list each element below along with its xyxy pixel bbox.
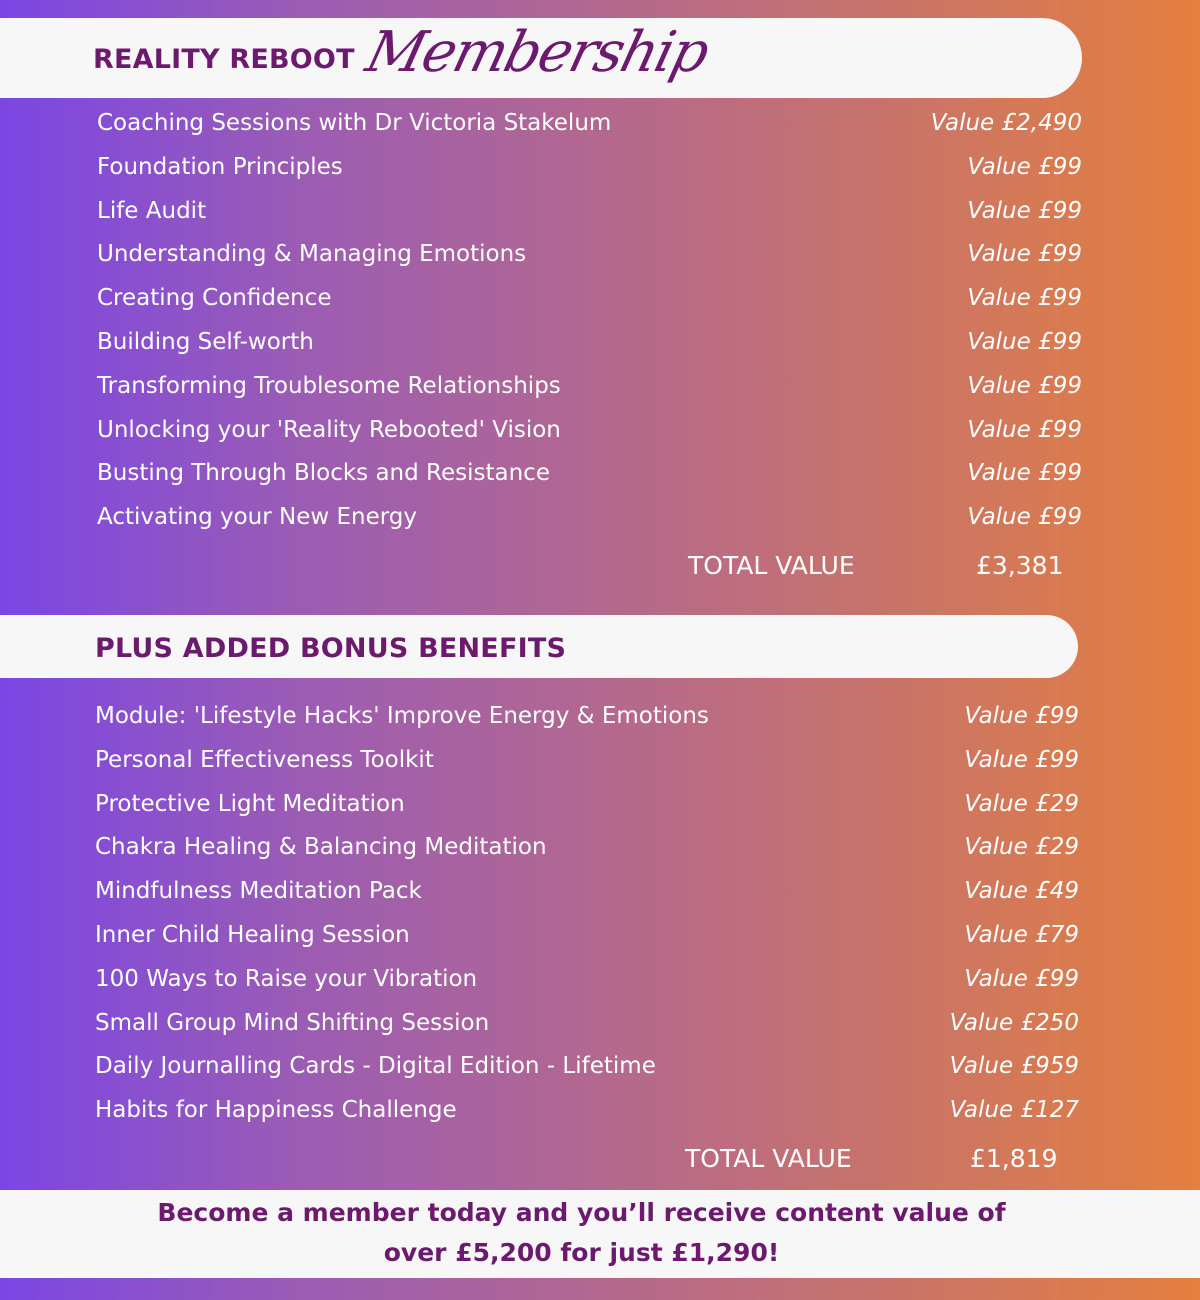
list-item bbox=[0, 1003, 1200, 1047]
main-items-list bbox=[0, 103, 1200, 541]
item-value: Value £99 bbox=[967, 197, 1082, 224]
item-value: Value £29 bbox=[964, 834, 1079, 861]
bonus-title: PLUS ADDED BONUS BENEFITS bbox=[95, 633, 567, 664]
item-value: Value £127 bbox=[949, 1097, 1079, 1124]
list-item bbox=[0, 1090, 1200, 1134]
list-item bbox=[0, 366, 1200, 410]
item-value: Value £99 bbox=[967, 504, 1082, 531]
page-title: REALITY REBOOT bbox=[93, 44, 355, 75]
list-item bbox=[0, 1046, 1200, 1090]
item-value: Value £49 bbox=[964, 878, 1079, 905]
list-item bbox=[0, 959, 1200, 1003]
main-total-label: TOTAL VALUE bbox=[688, 551, 855, 580]
list-item bbox=[0, 278, 1200, 322]
item-value: Value £2,490 bbox=[930, 110, 1082, 136]
item-value: Value £99 bbox=[967, 153, 1082, 180]
item-value: Value £99 bbox=[967, 241, 1082, 268]
item-name: Module: 'Lifestyle Hacks' Improve Energy & Emotions bbox=[95, 703, 709, 729]
list-item bbox=[0, 740, 1200, 784]
item-name: Unlocking your 'Reality Rebooted' Vision bbox=[97, 416, 561, 443]
item-value: Value £99 bbox=[964, 703, 1079, 729]
list-item bbox=[0, 191, 1200, 235]
item-value: Value £79 bbox=[964, 921, 1079, 948]
item-name: Understanding & Managing Emotions bbox=[97, 241, 527, 268]
item-name: Protective Light Meditation bbox=[95, 790, 405, 817]
membership-header-banner bbox=[0, 18, 1082, 98]
item-name: Activating your New Energy bbox=[97, 504, 418, 531]
item-name: Life Audit bbox=[97, 197, 207, 224]
script-title: Membership bbox=[359, 20, 715, 85]
list-item bbox=[0, 453, 1200, 497]
item-name: Busting Through Blocks and Resistance bbox=[97, 460, 550, 487]
item-name: Mindfulness Meditation Pack bbox=[95, 878, 422, 905]
list-item bbox=[0, 915, 1200, 959]
item-name: 100 Ways to Raise your Vibration bbox=[95, 965, 478, 992]
item-name: Small Group Mind Shifting Session bbox=[95, 1009, 490, 1036]
list-item bbox=[0, 234, 1200, 278]
bonus-total-value: £1,819 bbox=[970, 1144, 1058, 1173]
list-item bbox=[0, 147, 1200, 191]
bonus-header-banner bbox=[0, 615, 1078, 678]
list-item bbox=[0, 827, 1200, 871]
item-name: Building Self-worth bbox=[97, 328, 314, 355]
item-name: Chakra Healing & Balancing Meditation bbox=[95, 834, 547, 861]
item-value: Value £959 bbox=[949, 1053, 1079, 1080]
item-name: Inner Child Healing Session bbox=[95, 921, 410, 948]
item-value: Value £99 bbox=[964, 965, 1079, 992]
item-value: Value £99 bbox=[967, 328, 1082, 355]
footer-line-2: over £5,200 for just £1,290! bbox=[383, 1238, 780, 1267]
list-item bbox=[0, 322, 1200, 366]
list-item bbox=[0, 410, 1200, 454]
item-name: Creating Confidence bbox=[97, 285, 332, 312]
list-item bbox=[0, 103, 1200, 147]
item-value: Value £250 bbox=[949, 1009, 1079, 1036]
item-name: Transforming Troublesome Relationships bbox=[97, 372, 561, 399]
item-name: Personal Effectiveness Toolkit bbox=[95, 746, 434, 773]
item-value: Value £99 bbox=[967, 372, 1082, 399]
item-name: Daily Journalling Cards - Digital Edition - Lifetime bbox=[95, 1053, 656, 1080]
footer-offer bbox=[0, 1190, 1200, 1278]
item-value: Value £29 bbox=[964, 790, 1079, 817]
item-value: Value £99 bbox=[967, 285, 1082, 312]
bonus-total-label: TOTAL VALUE bbox=[685, 1144, 852, 1173]
footer-line-1: Become a member today and you’ll receive content value of bbox=[157, 1198, 1006, 1227]
item-value: Value £99 bbox=[964, 746, 1079, 773]
item-value: Value £99 bbox=[967, 460, 1082, 487]
item-name: Habits for Happiness Challenge bbox=[95, 1097, 457, 1124]
item-name: Coaching Sessions with Dr Victoria Stakelum bbox=[97, 110, 612, 136]
main-total-value: £3,381 bbox=[976, 551, 1064, 580]
list-item bbox=[0, 696, 1200, 740]
list-item bbox=[0, 871, 1200, 915]
list-item bbox=[0, 784, 1200, 828]
list-item bbox=[0, 497, 1200, 541]
item-value: Value £99 bbox=[967, 416, 1082, 443]
item-name: Foundation Principles bbox=[97, 153, 343, 180]
bonus-items-list bbox=[0, 696, 1200, 1134]
